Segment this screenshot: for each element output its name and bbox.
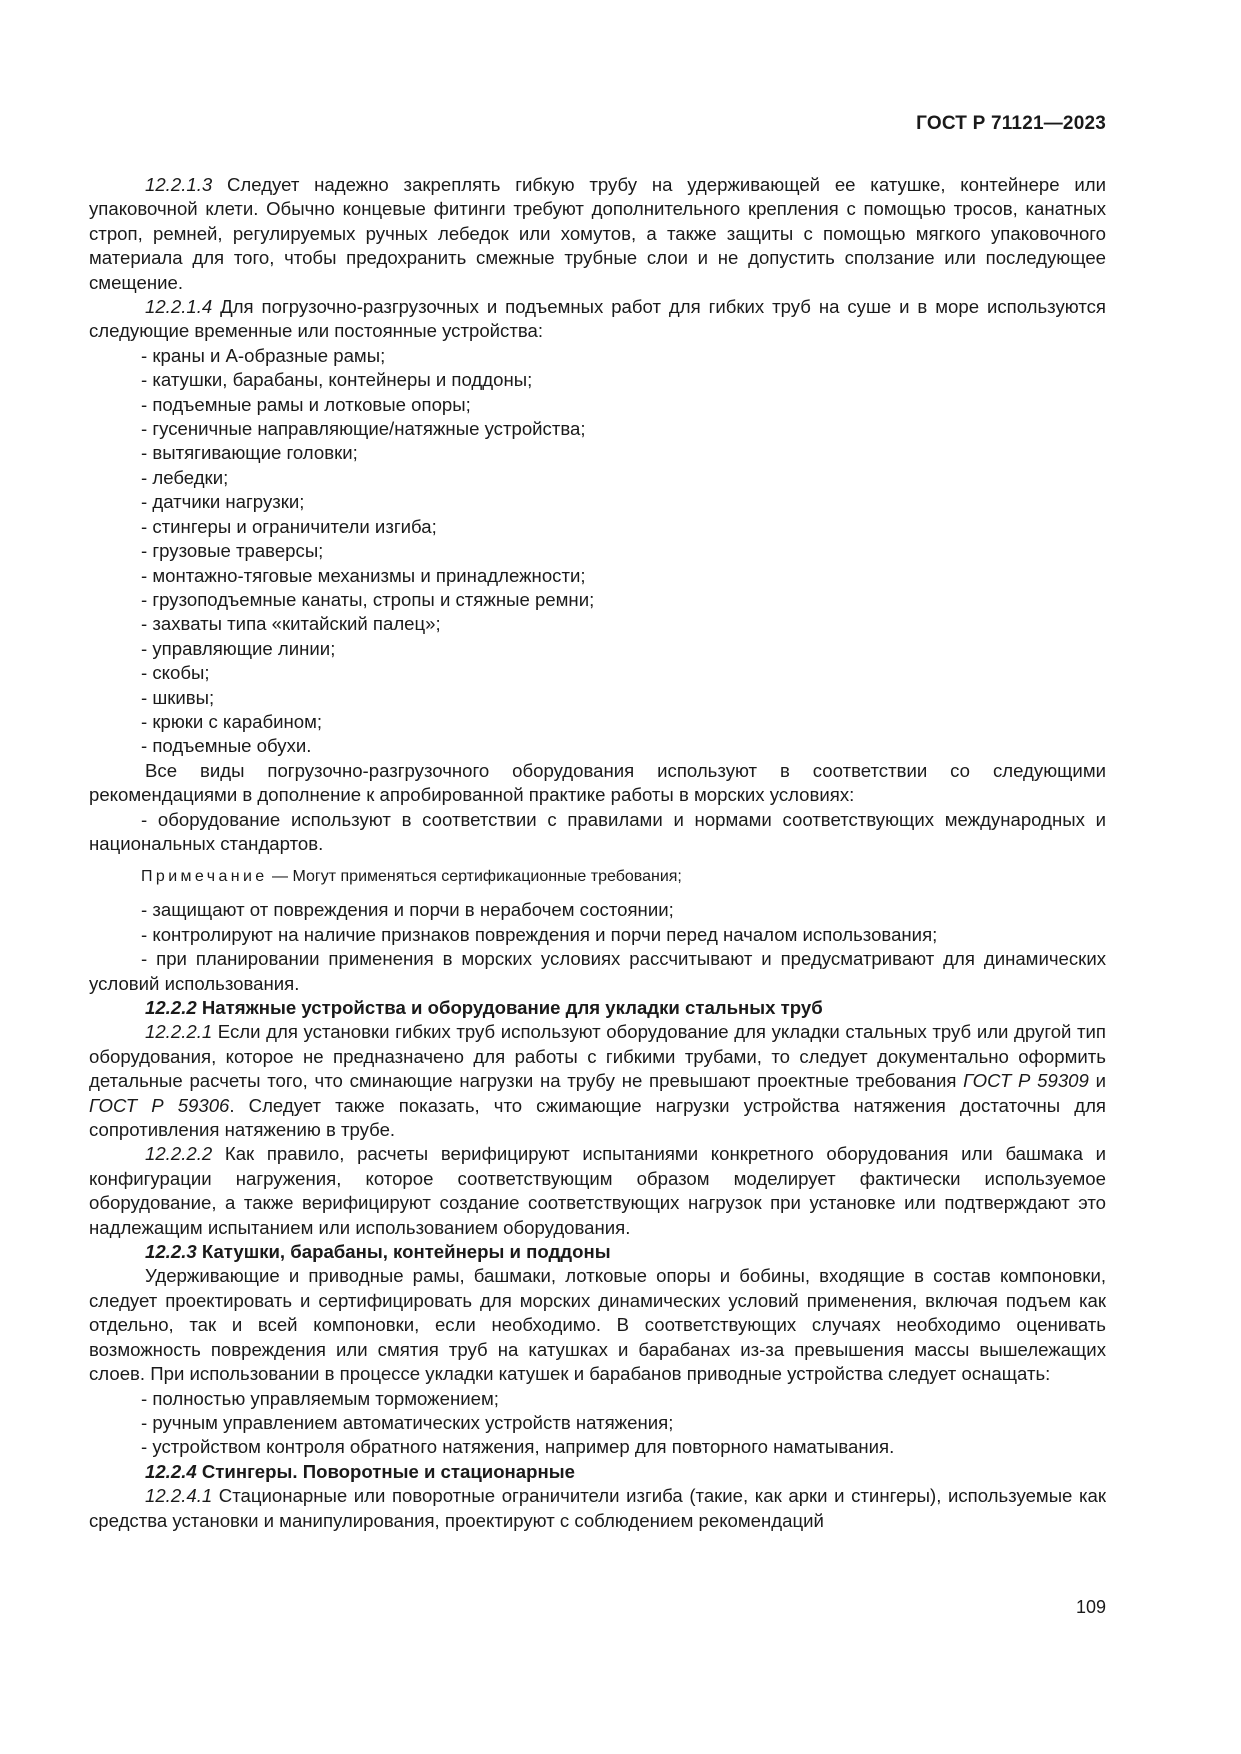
- list-item: - катушки, барабаны, контейнеры и поддоны;: [141, 369, 533, 391]
- paragraph-text: Как правило, расчеты верифицируют испытаниями конкретного оборудования или башмака и конфигурации нагружения, которое соответствующим образом моделирует фактически используемое оборудование, а также верифицируют создание соответствующих нагрузок при установке или подтверждают это надлежащим испытанием или использованием оборудования.: [89, 1143, 1106, 1238]
- list-item: - ручным управлением автоматических устройств натяжения;: [141, 1411, 674, 1433]
- list-item: - грузовые траверсы;: [141, 540, 324, 562]
- paragraph-12-2-1-3: [89, 173, 1106, 295]
- list-item: - стингеры и ограничители изгиба;: [141, 515, 437, 537]
- section-number: 12.2.2: [145, 997, 197, 1018]
- list-item: - управляющие линии;: [141, 637, 336, 659]
- clause-number: 12.2.1.4: [145, 296, 213, 318]
- paragraph-rules: - оборудование используют в соответствии с правилами и нормами соответствующих международных и национальных стандартов.: [89, 808, 1106, 854]
- list-item: - лебедки;: [141, 466, 229, 488]
- paragraph-text: . Следует также показать, что сжимающие нагрузки устройства натяжения достаточны для сопротивления натяжению в трубе.: [89, 1094, 1106, 1141]
- section-heading-12-2-3: [89, 1240, 1106, 1264]
- paragraph-text: Стационарные или поворотные ограничители изгиба (такие, как арки и стингеры), используемые как средства установки и манипулирования, проектируют с соблюдением рекомендаций: [89, 1485, 1106, 1531]
- list-item: - захваты типа «китайский палец»;: [141, 613, 441, 635]
- document-body: [89, 173, 1106, 1533]
- paragraph-text: и: [1088, 1070, 1106, 1092]
- clause-number: 12.2.4.1: [145, 1485, 213, 1507]
- note-label: Примечание: [141, 868, 268, 886]
- list-item: - грузоподъемные канаты, стропы и стяжные ремни;: [141, 588, 595, 610]
- paragraph-text: Следует надежно закреплять гибкую трубу на удерживающей ее катушке, контейнере или упаковочной клети. Обычно концевые фитинги требуют дополнительного крепления с помощью тросов, канатных строп, ремней, регулируемых ручных лебедок или хомутов, а также защиты с помощью мягкого упаковочного материала для того, чтобы предохранить смежные трубные слои и не допустить сползание или последующее смещение.: [89, 174, 1106, 293]
- list-item: - скобы;: [141, 662, 210, 684]
- list-item: - подъемные обухи.: [141, 735, 312, 757]
- list-item: - подъемные рамы и лотковые опоры;: [141, 393, 471, 415]
- paragraph-12-2-4-1: [89, 1484, 1106, 1533]
- standard-reference: ГОСТ Р 59306: [89, 1094, 230, 1116]
- paragraph-planning: - при планировании применения в морских условиях рассчитывают и предусматривают для динамических условий использования.: [89, 948, 1106, 994]
- section-title: Катушки, барабаны, контейнеры и поддоны: [196, 1241, 611, 1263]
- list-item: - вытягивающие головки;: [141, 442, 358, 464]
- list-item: - шкивы;: [141, 686, 215, 708]
- section-number: 12.2.4: [145, 1460, 197, 1482]
- drives-list: [89, 1387, 1106, 1460]
- clause-number: 12.2.2.1: [145, 1021, 213, 1043]
- paragraph-text: Если для установки гибких труб используют оборудование для укладки стальных труб или другой тип оборудования, которое не предназначено для работы с гибкими трубами, то следует документально оформить детальные расчеты того, что сминающие нагрузки на трубу не превышают проектные требования: [89, 1021, 1106, 1092]
- list-item: - защищают от повреждения и порчи в нерабочем состоянии;: [141, 899, 674, 921]
- list-item: - устройством контроля обратного натяжения, например для повторного наматывания.: [141, 1436, 895, 1458]
- section-title: Стингеры. Поворотные и стационарные: [196, 1460, 575, 1482]
- clause-number: 12.2.2.2: [145, 1143, 213, 1165]
- paragraph-all-types: Все виды погрузочно-разгрузочного оборудования используют в соответствии со следующими рекомендациями в дополнение к апробированной практике работы в морских условиях:: [89, 759, 1106, 806]
- list-item: - датчики нагрузки;: [141, 491, 305, 513]
- list-item: - крюки с карабином;: [141, 710, 323, 732]
- paragraph-text: Для погрузочно-разгрузочных и подъемных работ для гибких труб на суше и в море используются следующие временные или постоянные устройства:: [89, 296, 1106, 342]
- paragraph-reels: Удерживающие и приводные рамы, башмаки, лотковые опоры и бобины, входящие в состав компоновки, следует проектировать и сертифицировать для морских динамических условий применения, включая подъем как отдельно, так и всей компоновки, если необходимо. В соответствующих случаях необходимо оценивать возможность повреждения или смятия труб на катушках и барабанах из-за превышения массы вышележащих слоев. При использовании в процессе укладки катушек и барабанов приводные устройства следует оснащать:: [89, 1265, 1106, 1385]
- devices-list: [89, 344, 1106, 759]
- list-item: - монтажно-тяговые механизмы и принадлежности;: [141, 564, 586, 586]
- note: [89, 866, 1106, 888]
- paragraph-12-2-1-4: [89, 295, 1106, 344]
- note-text: — Могут применяться сертификационные требования;: [267, 868, 682, 886]
- clause-number: 12.2.1.3: [145, 174, 213, 195]
- section-heading-12-2-2: [89, 996, 1106, 1020]
- section-heading-12-2-4: [89, 1460, 1106, 1484]
- list-item: - полностью управляемым торможением;: [141, 1387, 499, 1409]
- paragraph-12-2-2-2: [89, 1142, 1106, 1240]
- document-header: ГОСТ Р 71121—2023: [916, 113, 1106, 134]
- section-title: Натяжные устройства и оборудование для укладки стальных труб: [196, 997, 823, 1018]
- page-number: 109: [1075, 1597, 1106, 1617]
- paragraph-12-2-2-1: [89, 1020, 1106, 1142]
- section-number: 12.2.3: [145, 1241, 197, 1263]
- standard-reference: ГОСТ Р 59309: [963, 1070, 1089, 1092]
- list-item: - гусеничные направляющие/натяжные устройства;: [141, 418, 586, 440]
- list-item: - контролируют на наличие признаков повреждения и порчи перед началом использования;: [141, 923, 938, 945]
- list-item: - краны и А-образные рамы;: [141, 344, 386, 366]
